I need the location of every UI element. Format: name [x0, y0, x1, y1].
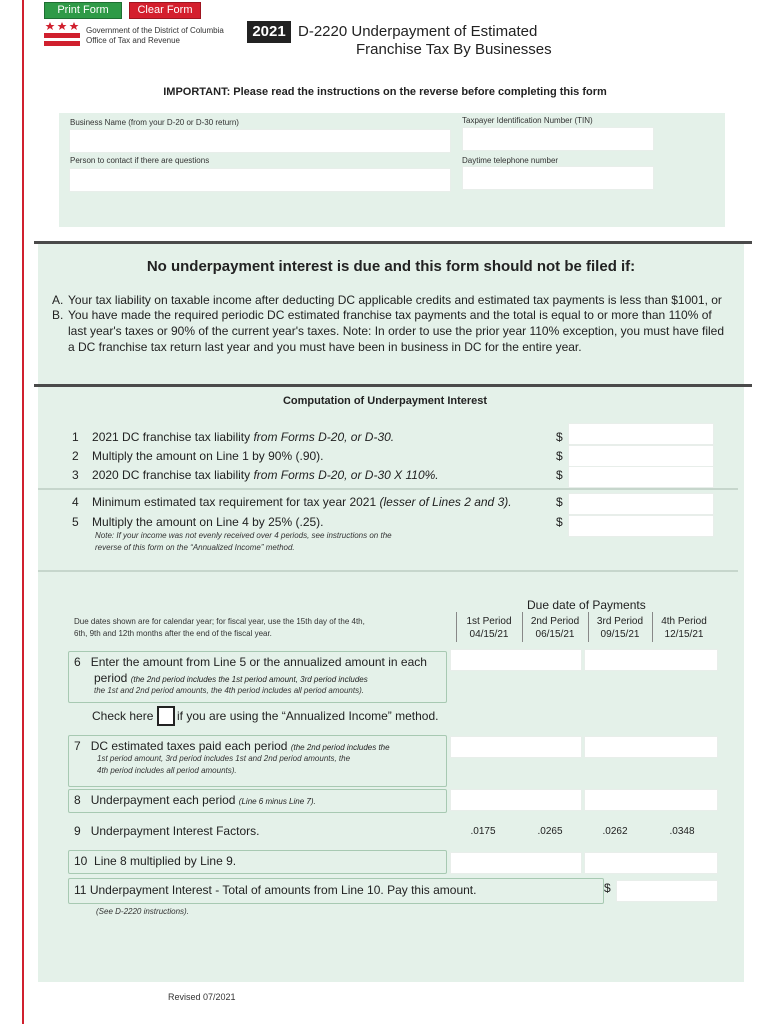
- condition-b-marker: B.: [52, 308, 64, 322]
- line-8-period-1-input[interactable]: [450, 789, 582, 811]
- line-9: 9 Underpayment Interest Factors.: [74, 824, 260, 838]
- line-11-dollar: $: [604, 881, 611, 895]
- line-1-dollar: $: [556, 430, 563, 444]
- due-date-heading: Due date of Payments: [527, 598, 646, 612]
- annualized-income-checkbox[interactable]: [157, 706, 175, 726]
- period-4-header: 4th Period 12/15/21: [661, 616, 707, 640]
- form-year: 2021: [247, 21, 291, 43]
- line-7-note: 1st period amount, 3rd period includes 1st and 2nd period amounts, the 4th period includes all period amounts).: [97, 754, 351, 775]
- factor-period-1: .0175: [470, 826, 496, 837]
- condition-b-text: You have made the required periodic DC estimated franchise tax payments and the total is equal to or more than 110% of last year's taxes or 90% of the current year's taxes. Note: In order to use the prior year 110% exception, you must have filed a DC franchise tax return last year and you must have been in business in DC for the entire year.: [68, 308, 725, 354]
- line-6-note: the 1st and 2nd period amounts, the 4th period includes all period amounts).: [94, 686, 364, 695]
- phone-input[interactable]: [462, 166, 654, 190]
- line-7: 7 DC estimated taxes paid each period (the 2nd period includes the: [74, 739, 390, 753]
- line-11-note: (See D-2220 instructions).: [96, 907, 189, 916]
- line-6-period-3-input[interactable]: [584, 649, 718, 671]
- line-11: 11 Underpayment Interest - Total of amounts from Line 10. Pay this amount.: [74, 883, 477, 897]
- period-3-header: 3rd Period 09/15/21: [596, 616, 644, 640]
- line-2-dollar: $: [556, 449, 563, 463]
- form-title-line1: D-2220 Underpayment of Estimated: [298, 23, 538, 40]
- line-1-amount-input[interactable]: [568, 423, 714, 445]
- line-separator: [38, 570, 738, 572]
- line-6-period: period (the 2nd period includes the 1st period amount, 3rd period includes: [94, 671, 368, 685]
- left-margin-rule: [22, 0, 24, 1024]
- clear-form-button[interactable]: Clear Form: [129, 2, 201, 19]
- line-3-amount-input[interactable]: [568, 466, 714, 488]
- line-10-period-3-input[interactable]: [584, 852, 718, 874]
- line-11-amount-input[interactable]: [616, 880, 718, 902]
- contact-label: Person to contact if there are questions: [70, 156, 210, 165]
- section-divider: [34, 241, 752, 244]
- line-separator: [38, 488, 738, 490]
- print-form-button[interactable]: Print Form: [44, 2, 122, 19]
- line-7-period-3-input[interactable]: [584, 736, 718, 758]
- check-here-text: if you are using the “Annualized Income” method.: [177, 709, 439, 723]
- period-1-header: 1st Period 04/15/21: [466, 616, 512, 640]
- line-4-dollar: $: [556, 495, 563, 509]
- line-4-amount-input[interactable]: [568, 493, 714, 515]
- section-divider: [34, 384, 752, 387]
- line-2-amount-input[interactable]: [568, 445, 714, 467]
- line-4: 4 Minimum estimated tax requirement for tax year 2021 (lesser of Lines 2 and 3).: [72, 495, 512, 509]
- revision-date: Revised 07/2021: [168, 992, 236, 1002]
- line-8-period-3-input[interactable]: [584, 789, 718, 811]
- line-5-dollar: $: [556, 515, 563, 529]
- check-here-label: Check here: [92, 709, 154, 723]
- form-title-line2: Franchise Tax By Businesses: [356, 41, 552, 58]
- period-2-header: 2nd Period 06/15/21: [530, 616, 580, 640]
- dc-flag-logo: [44, 20, 80, 48]
- tin-input[interactable]: [462, 127, 654, 151]
- line-2: 2 Multiply the amount on Line 1 by 90% (.90).: [72, 449, 324, 463]
- business-name-input[interactable]: [69, 129, 451, 153]
- annualized-note: Note: If your income was not evenly received over 4 periods, see instructions on the reverse of this form on the “Annualized Income” method.: [95, 531, 392, 552]
- contact-input[interactable]: [69, 168, 451, 192]
- line-10-period-1-input[interactable]: [450, 852, 582, 874]
- line-6-period-1-input[interactable]: [450, 649, 582, 671]
- line-6: 6 Enter the amount from Line 5 or the annualized amount in each: [74, 655, 427, 669]
- agency-name: Government of the District of Columbia Office of Tax and Revenue: [86, 26, 224, 45]
- fiscal-year-note: Due dates shown are for calendar year; for fiscal year, use the 15th day of the 4th, 6th, 9th and 12th months after the end of the fiscal year.: [74, 617, 365, 638]
- line-1: 1 2021 DC franchise tax liability from Forms D-20, or D-30.: [72, 430, 395, 444]
- business-name-label: Business Name (from your D-20 or D-30 return): [70, 118, 239, 127]
- line-3-dollar: $: [556, 468, 563, 482]
- phone-label: Daytime telephone number: [462, 156, 559, 165]
- factor-period-2: .0265: [537, 826, 563, 837]
- line-7-period-1-input[interactable]: [450, 736, 582, 758]
- important-notice: IMPORTANT: Please read the instructions on the reverse before completing this form: [163, 86, 607, 98]
- line-5: 5 Multiply the amount on Line 4 by 25% (.25).: [72, 515, 324, 529]
- factor-period-3: .0262: [602, 826, 628, 837]
- tin-label: Taxpayer Identification Number (TIN): [462, 116, 593, 125]
- condition-a-text: Your tax liability on taxable income after deducting DC applicable credits and estimated tax payments is less than $1001, or: [68, 293, 722, 307]
- condition-a-marker: A.: [52, 293, 64, 307]
- line-3: 3 2020 DC franchise tax liability from Forms D-20, or D-30 X 110%.: [72, 468, 439, 482]
- line-8: 8 Underpayment each period (Line 6 minus Line 7).: [74, 793, 316, 807]
- factor-period-4: .0348: [669, 826, 695, 837]
- computation-title: Computation of Underpayment Interest: [282, 395, 488, 407]
- no-interest-heading: No underpayment interest is due and this form should not be filed if:: [146, 258, 636, 275]
- line-5-amount-input[interactable]: [568, 515, 714, 537]
- line-10: 10 Line 8 multiplied by Line 9.: [74, 854, 237, 868]
